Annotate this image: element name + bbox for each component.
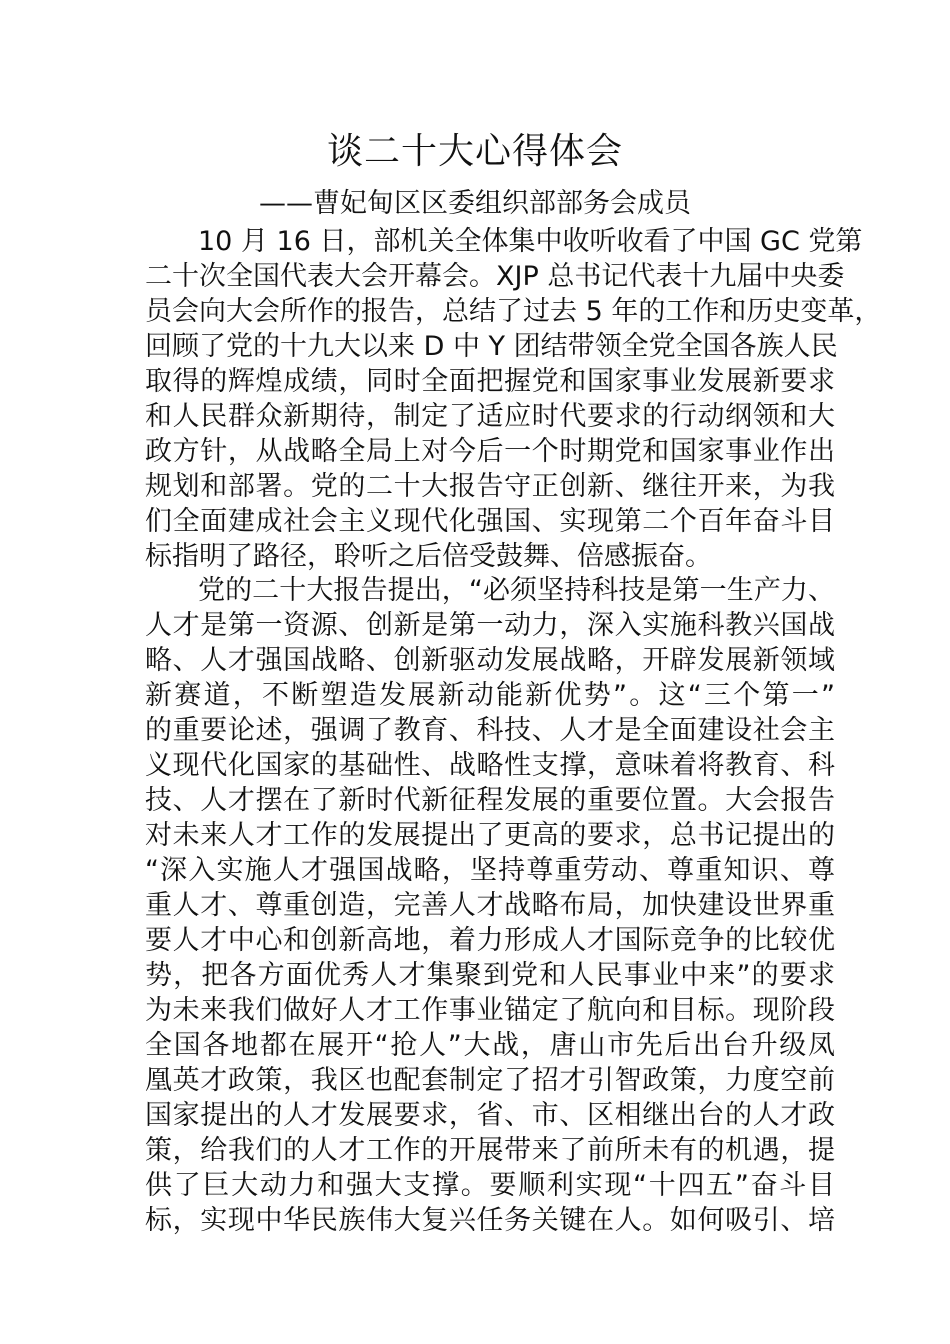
paragraph-line: 要人才中心和创新高地，着力形成人才国际竞争的比较优 [145, 925, 835, 956]
paragraph-line: 10 月 16 日，部机关全体集中收听收看了中国 GC 党第 [198, 226, 863, 257]
paragraph-line: 标，实现中华民族伟大复兴任务关键在人。如何吸引、培 [145, 1205, 835, 1236]
paragraph-line: 国家提出的人才发展要求，省、市、区相继出台的人才政 [145, 1100, 835, 1131]
paragraph-line: 们全面建成社会主义现代化强国、实现第二个百年奋斗目 [145, 506, 835, 537]
paragraph-line: 重人才、尊重创造，完善人才战略布局，加快建设世界重 [145, 890, 835, 921]
paragraph-line: 政方针，从战略全局上对今后一个时期党和国家事业作出 [145, 436, 835, 467]
paragraph-line: 规划和部署。党的二十大报告守正创新、继往开来，为我 [145, 471, 835, 502]
paragraph-line: 策，给我们的人才工作的开展带来了前所未有的机遇，提 [145, 1135, 835, 1166]
document-subtitle: ——曹妃甸区区委组织部部务会成员 [259, 188, 691, 219]
paragraph-line: 为未来我们做好人才工作事业锚定了航向和目标。现阶段 [145, 995, 835, 1026]
paragraph-line: 新赛道，不断塑造发展新动能新优势”。这“三个第一” [145, 680, 835, 711]
paragraph-line: 二十次全国代表大会开幕会。XJP 总书记代表十九届中央委 [145, 261, 845, 292]
paragraph-line: 义现代化国家的基础性、战略性支撑，意味着将教育、科 [145, 750, 835, 781]
paragraph-line: 人才是第一资源、创新是第一动力，深入实施科教兴国战 [145, 610, 835, 641]
paragraph-line: 和人民群众新期待，制定了适应时代要求的行动纲领和大 [145, 401, 835, 432]
paragraph-line: 凰英才政策，我区也配套制定了招才引智政策，力度空前 [145, 1065, 835, 1096]
paragraph-line: 员会向大会所作的报告，总结了过去 5 年的工作和历史变革， [145, 296, 882, 327]
paragraph-line: 略、人才强国战略、创新驱动发展战略，开辟发展新领域 [145, 645, 835, 676]
paragraph-line: 势，把各方面优秀人才集聚到党和人民事业中来”的要求 [145, 960, 835, 991]
paragraph-line: 全国各地都在展开“抢人”大战，唐山市先后出台升级凤 [145, 1030, 835, 1061]
paragraph-line: 的重要论述，强调了教育、科技、人才是全面建设社会主 [145, 715, 835, 746]
paragraph-line: 党的二十大报告提出，“必须坚持科技是第一生产力、 [198, 575, 835, 606]
document-title: 谈二十大心得体会 [326, 131, 623, 172]
paragraph-line: 标指明了路径，聆听之后倍受鼓舞、倍感振奋。 [145, 541, 712, 572]
paragraph-line: “深入实施人才强国战略，坚持尊重劳动、尊重知识、尊 [145, 855, 835, 886]
paragraph-line: 技、人才摆在了新时代新征程发展的重要位置。大会报告 [145, 785, 835, 816]
paragraph-line: 取得的辉煌成绩，同时全面把握党和国家事业发展新要求 [145, 366, 835, 397]
paragraph-line: 供了巨大动力和强大支撑。要顺利实现“十四五”奋斗目 [145, 1170, 835, 1201]
paragraph-line: 对未来人才工作的发展提出了更高的要求，总书记提出的 [145, 820, 835, 851]
paragraph-line: 回顾了党的十九大以来 D 中 Y 团结带领全党全国各族人民 [145, 331, 838, 362]
